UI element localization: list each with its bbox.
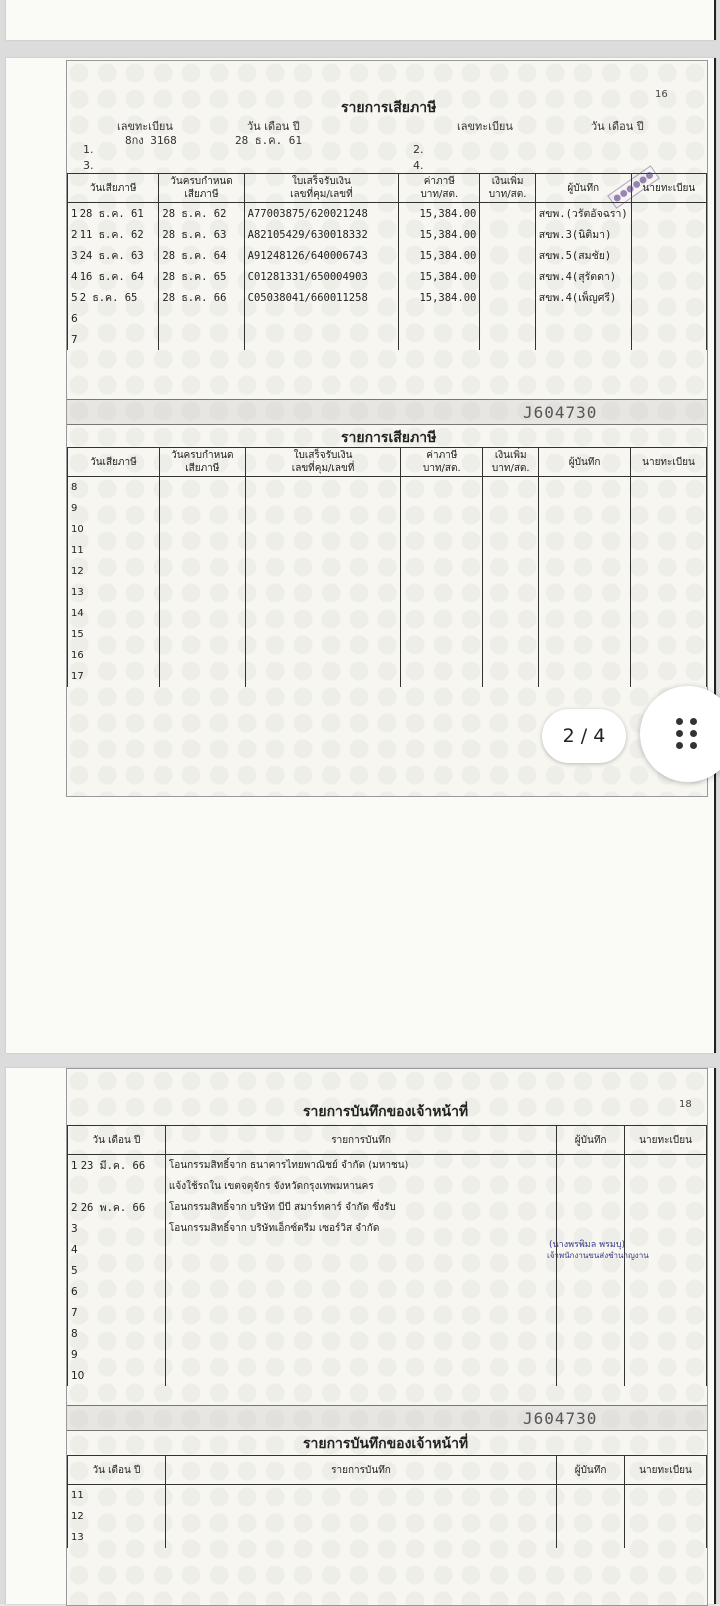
empty-cell [631, 477, 707, 499]
empty-cell [483, 540, 539, 561]
table-row [68, 1302, 707, 1323]
cell-due: 28 ธ.ค. 66 [159, 287, 244, 308]
cell-registrar [631, 308, 706, 329]
table-row [68, 519, 707, 540]
p18-col-0: วัน เดือน ปี [68, 1456, 166, 1485]
row-number: 11 [68, 1485, 166, 1507]
cell-extra [480, 224, 535, 245]
cell-recorder: สขพ.(วรัตอัจฉรา) [535, 203, 631, 225]
table-row [68, 1218, 707, 1239]
notes-title: รายการบันทึกของเจ้าหน้าที่ [303, 1104, 469, 1120]
empty-cell [165, 1485, 556, 1507]
cell-paid [68, 266, 159, 287]
cell-date [68, 1176, 166, 1197]
row-number: 4 [71, 1243, 78, 1256]
empty-cell [539, 519, 631, 540]
empty-cell [483, 603, 539, 624]
recorder-role: เจ้าพนักงานขนส่งชำนาญงาน [547, 1251, 649, 1260]
page-fold-2 [67, 1405, 707, 1431]
empty-cell [245, 561, 401, 582]
empty-cell [539, 582, 631, 603]
cell-registrar [631, 203, 706, 225]
empty-cell [483, 666, 539, 687]
empty-cell [631, 666, 707, 687]
cell-due [159, 308, 244, 329]
empty-cell [631, 498, 707, 519]
p16-col-0: วันเสียภาษี [68, 448, 160, 477]
table-row [68, 1485, 707, 1507]
empty-cell [159, 582, 245, 603]
table-row [68, 1176, 707, 1197]
table-row [68, 498, 707, 519]
empty-cell [539, 540, 631, 561]
cell-receipt: C05038041/660011258 [244, 287, 399, 308]
empty-cell [401, 582, 483, 603]
serial-number-2: J604730 [523, 1409, 598, 1428]
cell-paid [68, 224, 159, 245]
p16-col-3: ค่าภาษี บาท/สต. [399, 174, 480, 203]
empty-cell [539, 624, 631, 645]
row-number: 7 [71, 333, 78, 346]
p18-col-1: รายการบันทึก [165, 1456, 556, 1485]
cell-extra [480, 287, 535, 308]
table-row [68, 266, 707, 287]
notes-table-continued [67, 1455, 707, 1548]
empty-cell [159, 540, 245, 561]
cell-tax: 15,384.00 [399, 245, 480, 266]
date-label-right: วัน เดือน ปี [591, 120, 644, 133]
empty-cell [483, 582, 539, 603]
cell-date [68, 1197, 166, 1218]
p16-col-6: นายทะเบียน [631, 448, 707, 477]
notes-table-continued-header [68, 1456, 707, 1485]
note-text [165, 1260, 556, 1281]
p16-col-5: ผู้บันทึก [539, 448, 631, 477]
page-title: รายการเสียภาษี [341, 100, 437, 116]
note-date: 23 มี.ค. 66 [80, 1160, 146, 1172]
table-row [68, 1365, 707, 1386]
cell-recorder: สขพ.3(นิติมา) [535, 224, 631, 245]
row-number: 17 [68, 666, 160, 687]
empty-cell [245, 624, 401, 645]
paid-date: 24 ธ.ค. 63 [79, 250, 144, 262]
cell-tax: 15,384.00 [399, 224, 480, 245]
row-number: 13 [68, 582, 160, 603]
recorder-cell [557, 1197, 625, 1218]
empty-cell [483, 477, 539, 499]
empty-cell [245, 498, 401, 519]
empty-cell [625, 1485, 707, 1507]
cell-receipt: C01281331/650004903 [244, 266, 399, 287]
note-date: 26 พ.ค. 66 [80, 1202, 146, 1214]
cell-recorder: สขพ.4(เพ็ญศรี) [535, 287, 631, 308]
tax-table-continued [67, 447, 707, 687]
cell-recorder: สขพ.5(สมชัย) [535, 245, 631, 266]
cell-paid [68, 203, 159, 225]
cell-date [68, 1281, 166, 1302]
table-row [68, 561, 707, 582]
cell-tax [399, 308, 480, 329]
empty-cell [165, 1527, 556, 1548]
table-row [68, 245, 707, 266]
p18-col-2: ผู้บันทึก [557, 1456, 625, 1485]
cell-registrar [631, 329, 706, 350]
cell-extra [480, 245, 535, 266]
cell-date [68, 1302, 166, 1323]
cell-date [68, 1344, 166, 1365]
row-number: 3 [71, 1222, 78, 1235]
serial-number: J604730 [523, 403, 598, 422]
row-number: 15 [68, 624, 160, 645]
cell-paid [68, 245, 159, 266]
empty-cell [159, 498, 245, 519]
cell-receipt: A82105429/630018332 [244, 224, 399, 245]
empty-cell [401, 603, 483, 624]
empty-cell [483, 561, 539, 582]
row-number: 12 [68, 1506, 166, 1527]
empty-cell [159, 603, 245, 624]
paid-date: 28 ธ.ค. 61 [79, 208, 144, 220]
row-number: 3 [71, 250, 78, 262]
p18-col-3: นายทะเบียน [625, 1456, 707, 1485]
cell-due [159, 329, 244, 350]
row-number: 7 [71, 1306, 78, 1319]
p18-col-3: นายทะเบียน [625, 1126, 707, 1155]
empty-cell [557, 1485, 625, 1507]
row-number: 11 [68, 540, 160, 561]
recorder-cell [557, 1344, 625, 1365]
registrar-cell [625, 1176, 707, 1197]
recorder-cell [557, 1323, 625, 1344]
registrar-cell [625, 1302, 707, 1323]
cell-recorder [535, 329, 631, 350]
registrar-cell [625, 1323, 707, 1344]
recorder-cell [557, 1281, 625, 1302]
row-number: 13 [68, 1527, 166, 1548]
page-number: 16 [655, 89, 668, 100]
line-2: 2. [413, 143, 424, 156]
note-text [165, 1323, 556, 1344]
cell-date [68, 1260, 166, 1281]
empty-cell [401, 477, 483, 499]
cell-extra [480, 329, 535, 350]
reg-value: 8กง 3168 [125, 134, 177, 147]
row-number: 14 [68, 603, 160, 624]
p16-col-1: วันครบกำหนด เสียภาษี [159, 174, 244, 203]
empty-cell [539, 561, 631, 582]
registrar-cell [625, 1197, 707, 1218]
cell-paid [68, 329, 159, 350]
cell-paid [68, 287, 159, 308]
table-row [68, 540, 707, 561]
table-row [68, 582, 707, 603]
note-text [165, 1239, 556, 1260]
cell-extra [480, 308, 535, 329]
cell-registrar [631, 287, 706, 308]
cell-paid [68, 308, 159, 329]
reg-label-right: เลขทะเบียน [457, 120, 513, 133]
table-row [68, 1527, 707, 1548]
cell-tax: 15,384.00 [399, 203, 480, 225]
row-number: 1 [71, 1160, 78, 1172]
reg-label-left: เลขทะเบียน [117, 120, 173, 133]
table-row [68, 624, 707, 645]
cell-receipt [244, 308, 399, 329]
table-row [68, 666, 707, 687]
row-number: 9 [68, 498, 160, 519]
cell-due: 28 ธ.ค. 62 [159, 203, 244, 225]
paid-date: 2 ธ.ค. 65 [79, 292, 138, 304]
p16-col-0: วันเสียภาษี [68, 174, 159, 203]
table-row [68, 329, 707, 350]
cell-registrar [631, 224, 706, 245]
table-row [68, 1344, 707, 1365]
page-title-repeat: รายการเสียภาษี [341, 430, 437, 446]
recorder-cell [557, 1155, 625, 1177]
table-row [68, 603, 707, 624]
empty-cell [539, 603, 631, 624]
table-row [68, 203, 707, 225]
empty-cell [159, 519, 245, 540]
recorder-name: (นางพรพิมล พรมบุ) [549, 1240, 626, 1250]
p18-col-1: รายการบันทึก [165, 1126, 556, 1155]
table-row [68, 224, 707, 245]
paid-date: 16 ธ.ค. 64 [79, 271, 144, 283]
registrar-cell [625, 1155, 707, 1177]
p16-col-3: ค่าภาษี บาท/สต. [401, 448, 483, 477]
empty-cell [245, 666, 401, 687]
previous-page-tail [6, 0, 716, 40]
empty-cell [401, 561, 483, 582]
registrar-cell [625, 1218, 707, 1239]
recorder-cell [557, 1302, 625, 1323]
recorder-cell [557, 1365, 625, 1386]
cell-receipt: A77003875/620021248 [244, 203, 399, 225]
empty-cell [483, 645, 539, 666]
table-row [68, 287, 707, 308]
empty-cell [483, 519, 539, 540]
cell-tax: 15,384.00 [399, 287, 480, 308]
empty-cell [631, 519, 707, 540]
empty-cell [539, 666, 631, 687]
cell-extra [480, 203, 535, 225]
empty-cell [401, 645, 483, 666]
notes-table-header [68, 1126, 707, 1155]
empty-cell [539, 645, 631, 666]
line-3: 3. [83, 159, 94, 172]
empty-cell [165, 1506, 556, 1527]
tax-table-continued-body [68, 477, 707, 688]
empty-cell [483, 624, 539, 645]
registrar-cell [625, 1281, 707, 1302]
date-label-left: วัน เดือน ปี [247, 120, 300, 133]
table-row [68, 1155, 707, 1177]
page-indicator: 2 / 4 [542, 709, 626, 763]
row-number: 12 [68, 561, 160, 582]
registrar-cell [625, 1260, 707, 1281]
empty-cell [631, 582, 707, 603]
cell-registrar [631, 245, 706, 266]
table-row [68, 477, 707, 499]
note-text: โอนกรรมสิทธิ์จาก บริษัทเอ็กซ์ตรีม เซอร์วิส จำกัด [165, 1218, 556, 1239]
empty-cell [245, 645, 401, 666]
page-fold [67, 399, 707, 425]
empty-cell [631, 561, 707, 582]
registrar-cell [625, 1365, 707, 1386]
page-sheet-2 [6, 1068, 716, 1604]
registrar-cell [625, 1344, 707, 1365]
empty-cell [539, 477, 631, 499]
empty-cell [631, 624, 707, 645]
cell-date [68, 1365, 166, 1386]
note-text: โอนกรรมสิทธิ์จาก บริษัท บีบี สมาร์ทคาร์ จำกัด ซึ่งรับ [165, 1197, 556, 1218]
row-number: 8 [68, 477, 160, 499]
table-row [68, 645, 707, 666]
row-number: 16 [68, 645, 160, 666]
note-text: แจ้งใช้รถใน เขตจตุจักร จังหวัดกรุงเทพมหานคร [165, 1176, 556, 1197]
empty-cell [245, 540, 401, 561]
line-1: 1. [83, 143, 94, 156]
table-row [68, 308, 707, 329]
empty-cell [401, 540, 483, 561]
p16-col-1: วันครบกำหนด เสียภาษี [159, 448, 245, 477]
officer-notes-page [66, 1068, 708, 1606]
cell-date [68, 1155, 166, 1177]
empty-cell [401, 624, 483, 645]
empty-cell [401, 519, 483, 540]
p16-col-5: ผู้บันทึก [535, 174, 631, 203]
empty-cell [539, 498, 631, 519]
cell-due: 28 ธ.ค. 64 [159, 245, 244, 266]
cell-due: 28 ธ.ค. 63 [159, 224, 244, 245]
p16-col-4: เงินเพิ่ม บาท/สต. [480, 174, 535, 203]
cell-recorder: สขพ.4(สุรัตดา) [535, 266, 631, 287]
note-text [165, 1281, 556, 1302]
table-row [68, 1323, 707, 1344]
cell-tax [399, 329, 480, 350]
p16-col-6: นายทะเบียน [631, 174, 706, 203]
reg-date: 28 ธ.ค. 61 [235, 134, 303, 147]
empty-cell [625, 1506, 707, 1527]
recorder-cell [557, 1260, 625, 1281]
empty-cell [245, 582, 401, 603]
recorder-cell [557, 1218, 625, 1239]
official-stamp: ●●●●●● [607, 165, 660, 209]
cell-extra [480, 266, 535, 287]
table-row [68, 1281, 707, 1302]
p18-col-0: วัน เดือน ปี [68, 1126, 166, 1155]
page-number-18: 18 [679, 1099, 692, 1110]
note-text [165, 1365, 556, 1386]
empty-cell [159, 666, 245, 687]
tax-record-page [66, 60, 708, 797]
empty-cell [159, 561, 245, 582]
p18-col-2: ผู้บันทึก [557, 1126, 625, 1155]
empty-cell [631, 645, 707, 666]
empty-cell [159, 645, 245, 666]
p16-col-2: ใบเสร็จรับเงิน เลขที่คุม/เลขที่ [245, 448, 401, 477]
cell-receipt [244, 329, 399, 350]
row-number: 6 [71, 1285, 78, 1298]
row-number: 8 [71, 1327, 78, 1340]
notes-title-repeat: รายการบันทึกของเจ้าหน้าที่ [303, 1436, 469, 1452]
p16-col-4: เงินเพิ่ม บาท/สต. [483, 448, 539, 477]
empty-cell [245, 519, 401, 540]
row-number: 10 [71, 1369, 85, 1382]
empty-cell [401, 666, 483, 687]
empty-cell [159, 624, 245, 645]
empty-cell [401, 498, 483, 519]
cell-receipt: A91248126/640006743 [244, 245, 399, 266]
table-row [68, 1260, 707, 1281]
notes-table-body [68, 1155, 707, 1387]
row-number: 5 [71, 1264, 78, 1277]
empty-cell [631, 603, 707, 624]
empty-cell [159, 477, 245, 499]
cell-registrar [631, 266, 706, 287]
empty-cell [245, 603, 401, 624]
note-text [165, 1302, 556, 1323]
tax-table-continued-header [68, 448, 707, 477]
empty-cell [483, 498, 539, 519]
p16-col-2: ใบเสร็จรับเงิน เลขที่คุม/เลขที่ [244, 174, 399, 203]
recorder-cell [557, 1176, 625, 1197]
table-row [68, 1197, 707, 1218]
row-number: 5 [71, 292, 78, 304]
cell-date [68, 1323, 166, 1344]
line-4: 4. [413, 159, 424, 172]
note-text [165, 1344, 556, 1365]
row-number: 10 [68, 519, 160, 540]
tax-table-body [68, 203, 707, 351]
notes-table-continued-body [68, 1485, 707, 1549]
note-text: โอนกรรมสิทธิ์จาก ธนาคารไทยพาณิชย์ จำกัด (มหาชน) [165, 1155, 556, 1177]
row-number: 1 [71, 208, 78, 220]
empty-cell [631, 540, 707, 561]
cell-due: 28 ธ.ค. 65 [159, 266, 244, 287]
cell-recorder [535, 308, 631, 329]
row-number: 9 [71, 1348, 78, 1361]
paid-date: 11 ธ.ค. 62 [79, 229, 144, 241]
empty-cell [557, 1506, 625, 1527]
cell-date [68, 1218, 166, 1239]
grid-dots-icon [676, 718, 700, 750]
cell-date [68, 1239, 166, 1260]
row-number: 4 [71, 271, 78, 283]
table-row [68, 1506, 707, 1527]
row-number: 2 [71, 1202, 78, 1214]
row-number: 6 [71, 312, 78, 325]
cell-tax: 15,384.00 [399, 266, 480, 287]
empty-cell [245, 477, 401, 499]
empty-cell [625, 1527, 707, 1548]
page-sheet-1 [6, 58, 716, 1053]
row-number: 2 [71, 229, 78, 241]
empty-cell [557, 1527, 625, 1548]
